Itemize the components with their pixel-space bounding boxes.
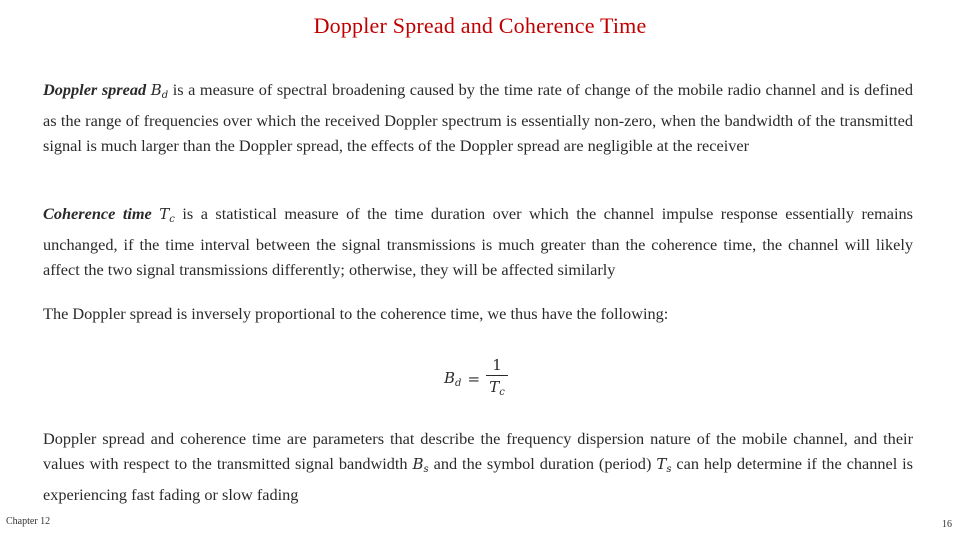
term-coherence-time: Coherence time xyxy=(43,204,152,223)
equation-lhs: $B_d$ xyxy=(444,369,462,389)
paragraph-dispersion-parameters xyxy=(43,426,913,507)
footer-chapter: Chapter 12 xyxy=(6,516,51,527)
footer-page-number: 16 xyxy=(942,519,952,530)
paragraph-inverse-relation: The Doppler spread is inversely proportional to the coherence time, we thus have the following: xyxy=(43,304,669,323)
equation-equals: = xyxy=(467,370,481,388)
symbol-tc: $T_c$ xyxy=(159,205,175,225)
paragraph4-text-b: and the symbol duration (period) xyxy=(428,454,657,473)
symbol-bs: $B_s$ xyxy=(412,455,429,475)
fraction-denominator: $T_c$ xyxy=(489,377,505,398)
symbol-ts: $T_s$ xyxy=(656,455,672,475)
equation-fraction xyxy=(486,355,508,404)
symbol-bd: $B_d$ xyxy=(150,81,169,101)
equation-bd-equals-inverse-tc xyxy=(444,352,508,406)
fraction-numerator: 1 xyxy=(492,355,502,374)
paragraph1-text: is a measure of spectral broadening caused by the time rate of change of the mobile radio channel and is defined as the range of frequencies over which the received Doppler spectrum is essentially non-zero, when the bandwidth of the transmitted signal is much larger than the Doppler spread, the effects of the Doppler spread are negligible at the receiver xyxy=(43,80,914,155)
paragraph4-text-a: Doppler spread and coherence time are parameters that describe the frequency dispersion nature of the mobile channel, and their values with respect to the transmitted signal bandwidth xyxy=(43,429,913,473)
paragraph-coherence-time xyxy=(43,201,913,282)
slide-title: Doppler Spread and Coherence Time xyxy=(313,13,647,38)
paragraph4-text-c: can help determine if the channel is experiencing fast fading or slow fading xyxy=(43,454,914,504)
term-doppler-spread: Doppler spread xyxy=(43,80,147,99)
paragraph-doppler-spread xyxy=(43,77,913,158)
paragraph2-text: is a statistical measure of the time duration over which the channel impulse response essentially remains unchanged, if the time interval between the signal transmissions is much greater than the coherence time, the channel will likely affect the two signal transmissions differently; otherwise, they will be affected similarly xyxy=(43,204,913,279)
